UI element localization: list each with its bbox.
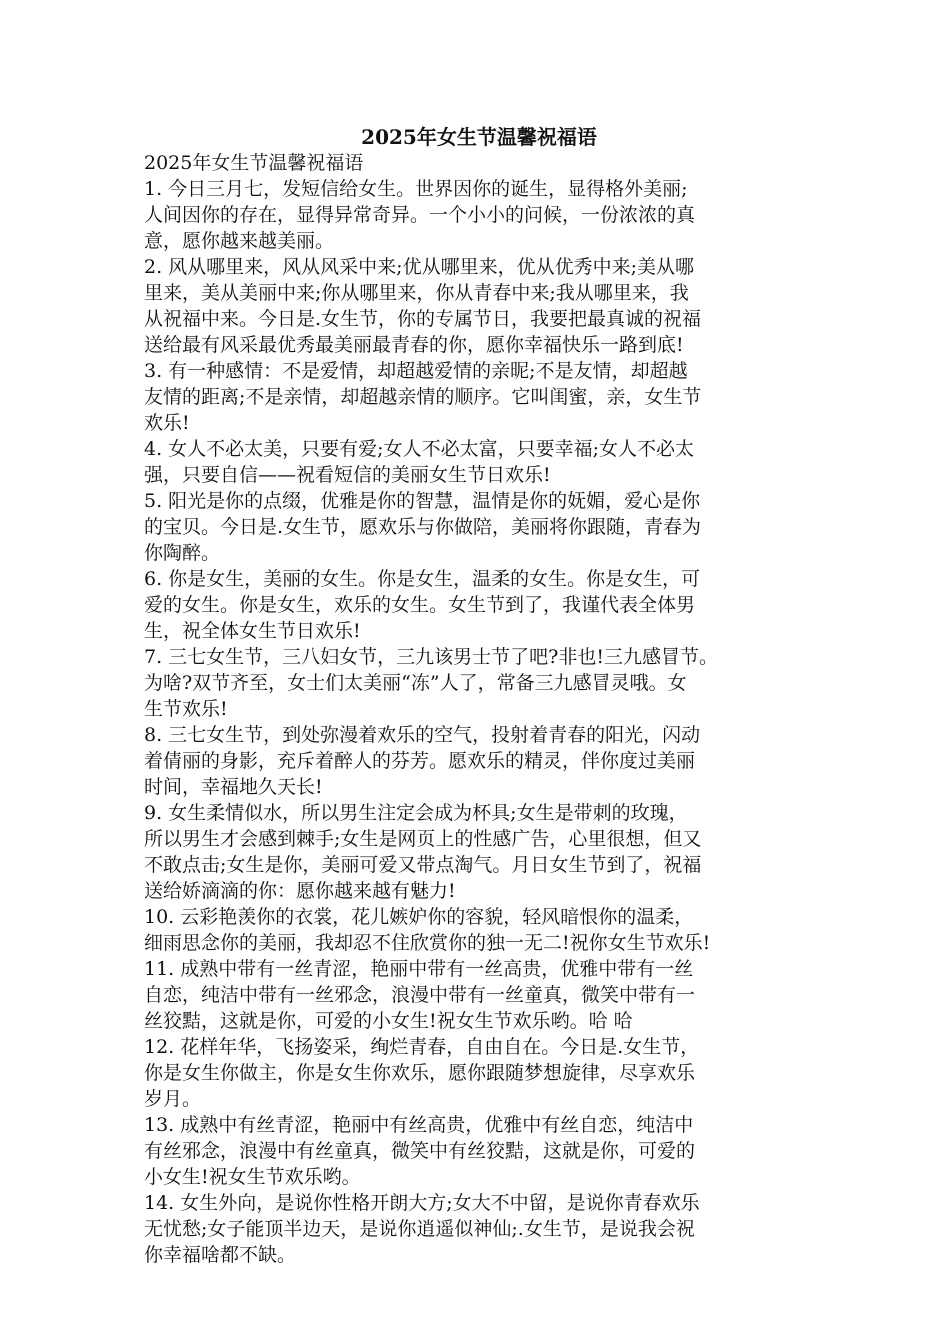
list-item-line: 小女生!祝女生节欢乐哟。 (144, 1166, 361, 1188)
list-item-line: 9. 女生柔情似水，所以男生注定会成为杯具;女生是带刺的玫瑰， (144, 802, 688, 824)
list-item-line: 岁月。 (144, 1088, 202, 1110)
list-item-line: 人间因你的存在，显得异常奇异。一个小小的问候，一份浓浓的真 (144, 204, 696, 226)
list-item-line: 里来，美从美丽中来;你从哪里来，你从青春中来;我从哪里来，我 (144, 282, 689, 304)
list-item-line: 12. 花样年华，飞扬姿采，绚烂青春，自由自在。今日是.女生节， (144, 1036, 700, 1058)
list-item (144, 566, 814, 644)
list-item-line: 所以男生才会感到棘手;女生是网页上的性感广告，心里很想，但又 (144, 828, 702, 850)
list-item-line: 不敢点击;女生是你，美丽可爱又带点淘气。月日女生节到了，祝福 (144, 854, 702, 876)
list-item (144, 1190, 814, 1268)
document-title: 2025年女生节温馨祝福语 (361, 125, 597, 149)
list-item-line: 生节欢乐! (144, 698, 228, 720)
blessing-list (144, 176, 814, 1268)
list-item-line: 细雨思念你的美丽，我却忍不住欣赏你的独一无二!祝你女生节欢乐! (144, 932, 711, 954)
list-item (144, 1112, 814, 1190)
list-item-line: 11. 成熟中带有一丝青涩，艳丽中带有一丝高贵，优雅中带有一丝 (144, 958, 694, 980)
list-item (144, 644, 814, 722)
list-item-line: 送给娇滴滴的你：愿你越来越有魅力! (144, 880, 456, 902)
list-item-line: 爱的女生。你是女生，欢乐的女生。女生节到了，我谨代表全体男 (144, 594, 696, 616)
list-item-line: 欢乐! (144, 412, 190, 434)
list-item-line: 1. 今日三月七，发短信给女生。世界因你的诞生，显得格外美丽; (144, 178, 688, 200)
list-item-line: 无忧愁;女子能顶半边天，是说你逍遥似神仙;.女生节，是说我会祝 (144, 1218, 695, 1240)
list-item-line: 丝狡黠，这就是你，可爱的小女生!祝女生节欢乐哟。哈 哈 (144, 1010, 633, 1032)
list-item-line: 送给最有风采最优秀最美丽最青春的你，愿你幸福快乐一路到底! (144, 334, 684, 356)
list-item (144, 722, 814, 800)
list-item-line: 你幸福啥都不缺。 (144, 1244, 297, 1266)
list-item (144, 956, 814, 1034)
list-item-line: 2. 风从哪里来，风从风采中来;优从哪里来，优从优秀中来;美从哪 (144, 256, 694, 278)
list-item-line: 时间，幸福地久天长! (144, 776, 323, 798)
list-item-line: 8. 三七女生节，到处弥漫着欢乐的空气，投射着青春的阳光，闪动 (144, 724, 701, 746)
list-item-line: 意，愿你越来越美丽。 (144, 230, 335, 252)
list-item-line: 强，只要自信——祝看短信的美丽女生节日欢乐! (144, 464, 551, 486)
list-item (144, 176, 814, 254)
list-item (144, 800, 814, 904)
list-item-line: 着倩丽的身影，充斥着醉人的芬芳。愿欢乐的精灵，伴你度过美丽 (144, 750, 696, 772)
list-item-line: 3. 有一种感情：不是爱情，却超越爱情的亲昵;不是友情，却超越 (144, 360, 688, 382)
list-item (144, 254, 814, 358)
list-item (144, 1034, 814, 1112)
list-item-line: 6. 你是女生，美丽的女生。你是女生，温柔的女生。你是女生，可 (144, 568, 701, 590)
list-item-line: 13. 成熟中有丝青涩，艳丽中有丝高贵，优雅中有丝自恋，纯洁中 (144, 1114, 694, 1136)
list-item-line: 5. 阳光是你的点缀，优雅是你的智慧，温情是你的妩媚，爱心是你 (144, 490, 701, 512)
list-item (144, 436, 814, 488)
list-item-line: 从祝福中来。今日是.女生节，你的专属节日，我要把最真诚的祝福 (144, 308, 702, 330)
list-item-line: 有丝邪念，浪漫中有丝童真，微笑中有丝狡黠，这就是你，可爱的 (144, 1140, 696, 1162)
document-subtitle: 2025年女生节温馨祝福语 (144, 152, 364, 174)
list-item (144, 904, 814, 956)
document-body (144, 124, 814, 1268)
list-item-line: 4. 女人不必太美，只要有爱;女人不必太富，只要幸福;女人不必太 (144, 438, 694, 460)
list-item-line: 你是女生你做主，你是女生你欢乐，愿你跟随梦想旋律，尽享欢乐 (144, 1062, 696, 1084)
list-item-line: 14. 女生外向，是说你性格开朗大方;女大不中留，是说你青春欢乐 (144, 1192, 700, 1214)
list-item-line: 为啥?双节齐至，女士们太美丽“冻”人了，常备三九感冒灵哦。女 (144, 672, 687, 694)
list-item-line: 的宝贝。今日是.女生节，愿欢乐与你做陪，美丽将你跟随，青春为 (144, 516, 702, 538)
list-item (144, 358, 814, 436)
list-item (144, 488, 814, 566)
list-item-line: 自恋，纯洁中带有一丝邪念，浪漫中带有一丝童真，微笑中带有一 (144, 984, 696, 1006)
list-item-line: 7. 三七女生节，三八妇女节，三九该男士节了吧?非也!三九感冒节。 (144, 646, 718, 668)
list-item-line: 10. 云彩艳羡你的衣裳，花儿嫉妒你的容貌，轻风暗恨你的温柔， (144, 906, 694, 928)
list-item-line: 友情的距离;不是亲情，却超越亲情的顺序。它叫闺蜜，亲，女生节 (144, 386, 702, 408)
list-item-line: 你陶醉。 (144, 542, 221, 564)
list-item-line: 生，祝全体女生节日欢乐! (144, 620, 361, 642)
